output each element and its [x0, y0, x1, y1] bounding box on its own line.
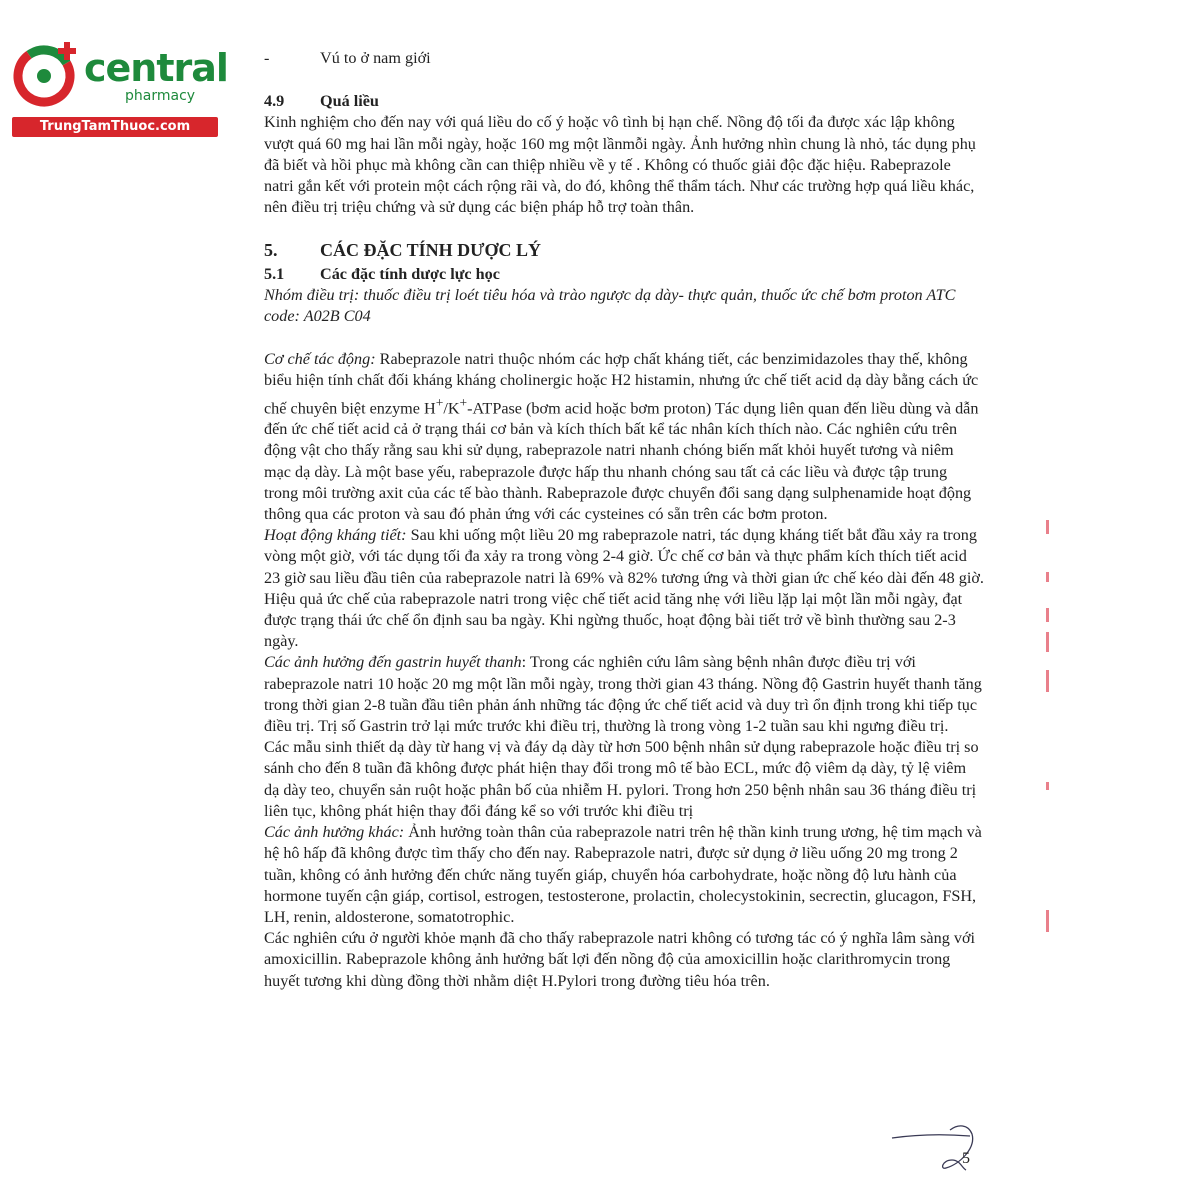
interaction-paragraph: Các nghiên cứu ở người khỏe mạnh đã cho thấy rabeprazole natri không có tương tác có ý nghĩa lâm sàng với amoxicillin. Rabeprazole không ảnh hưởng bất lợi đến nồng độ của amoxicillin hoặc clarithromycin trong huyết tương khi dùng đồng thời nhằm diệt H.Pylori trong đường tiêu hóa trên.: [264, 929, 976, 990]
section-4-9-heading: [264, 91, 984, 112]
mechanism-text-c: -ATPase (bơm acid hoặc bơm proton) Tác dụng liên quan đến liều dùng và dẫn đến ức chế tiết acid cả ở trạng thái cơ bản và kích thích bất kể tác nhân kích thích nào. Các nghiên cứu trên động vật cho thấy rằng sau khi sử dụng, rabeprazole natri nhanh chóng biến mất khỏi huyết tương và niêm mạc dạ dày. Là một base yếu, rabeprazole được hấp thu nhanh chóng sau tất cả các liều và được tập trung trong môi trường axit của các tế bào thành. Rabeprazole được chuyển đổi sang dạng sulphenamide hoạt động thông qua các proton và sau đó phản ứng với các cysteines có sẵn trên các bơm proton.: [264, 399, 979, 524]
therapeutic-group: [264, 285, 984, 327]
mechanism-label: Cơ chế tác động:: [264, 350, 376, 369]
bullet-item: [264, 48, 984, 69]
margin-stamp-marks: [1040, 520, 1060, 960]
antisecretory-label: Hoạt động kháng tiết:: [264, 526, 407, 545]
superscript-plus: +: [459, 394, 468, 410]
logo-mark-icon: [10, 38, 86, 114]
other-effects-paragraph: [264, 822, 984, 928]
therapeutic-group-text: Nhóm điều trị: thuốc điều trị loét tiêu hóa và trào ngược dạ dày- thực quản, thuốc ức chế bơm proton ATC code: A02B C04: [264, 285, 956, 326]
central-pharmacy-logo[interactable]: [10, 38, 228, 138]
other-effects-label: Các ảnh hưởng khác:: [264, 823, 405, 842]
page-number: 5: [962, 1150, 970, 1167]
section-5-heading: [264, 240, 984, 261]
section-number: 5.: [264, 240, 278, 261]
antisecretory-paragraph: [264, 525, 984, 652]
section-title: Quá liều: [320, 92, 379, 111]
mechanism-text-a: Rabeprazole natri thuộc nhóm các hợp chất kháng tiết, các benzimidazoles thay thế, không biểu hiện tính chất đối kháng kháng cholinergic hoặc H2 histamin, nhưng ức chế tiết acid dạ dày bằng cách ức chế chuyên biệt enzyme H: [264, 350, 979, 418]
section-title: Các đặc tính dược lực học: [320, 264, 500, 283]
bullet-dash: -: [264, 49, 270, 67]
bullet-text: Vú to ở nam giới: [320, 49, 431, 67]
biopsy-paragraph: Các mẫu sinh thiết dạ dày từ hang vị và đáy dạ dày từ hơn 500 bệnh nhân sử dụng rabeprazole hoặc điều trị so sánh cho đến 8 tuần đã không được phát hiện thay đổi trong mô tế bào ECL, mức độ viêm dạ dày, tỷ lệ viêm dạ dày teo, chuyển sản ruột hoặc phân bố của nhiễm H. pylori. Trong hơn 250 bệnh nhân sau 36 tháng điều trị liên tục, không phát hiện thay đổi đáng kể so với trước khi điều trị: [264, 738, 979, 820]
brand-subtitle: pharmacy: [125, 88, 196, 104]
document-body: [264, 48, 984, 992]
mechanism-text-b: /K: [443, 399, 460, 418]
brand-name: central: [84, 46, 228, 90]
brand-url[interactable]: TrungTamThuoc.com: [12, 117, 218, 137]
overdose-paragraph: Kinh nghiệm cho đến nay với quá liều do cố ý hoặc vô tình bị hạn chế. Nồng độ tối đa được xác lập không vượt quá 60 mg hai lần mỗi ngày, hoặc 160 mg một lầnmỗi ngày. Ảnh hưởng nhìn chung là nhỏ, tác dụng phụ đã biết và hồi phục mà không cần can thiệp nhiều về y tế . Không có thuốc giải độc đặc hiệu. Rabeprazole natri gắn kết với protein một cách rộng rãi và, do đó, không thể thẩm tách. Như các trường hợp quá liều khác, nên điều trị triệu chứng và sử dụng các biện pháp hỗ trợ toàn thân.: [264, 113, 976, 217]
signature-icon: [890, 1120, 1000, 1180]
antisecretory-text: Sau khi uống một liều 20 mg rabeprazole natri, tác dụng kháng tiết bắt đầu xảy ra trong vòng một giờ, với tác dụng tối đa xảy ra trong vòng 2-4 giờ. Ức chế cơ bản và thực phẩm kích thích tiết acid 23 giờ sau liều đầu tiên của rabeprazole natri là 69% và 82% tương ứng và thời gian ức chế kéo dài đến 48 giờ. Hiệu quả ức chế của rabeprazole natri trong việc chế tiết acid tăng nhẹ với liều lặp lại một lần mỗi ngày, đạt được trạng thái ức chế ổn định sau ba ngày. Khi ngừng thuốc, hoạt động bài tiết trở về bình thường sau 2-3 ngày.: [264, 526, 984, 651]
section-5-1-heading: [264, 264, 984, 285]
mechanism-paragraph: [264, 349, 984, 525]
other-effects-text: Ảnh hưởng toàn thân của rabeprazole natri trên hệ thần kinh trung ương, hệ tim mạch và hệ hô hấp đã không được tìm thấy cho đến nay. Rabeprazole natri, được sử dụng ở liều uống 20 mg trong 2 tuần, không có ảnh hưởng đến chức năng tuyến giáp, chuyển hóa carbohydrate, hoặc nồng độ lưu hành của hormone tuyến cận giáp, cortisol, estrogen, testosterone, prolactin, cholecystokinin, secrectin, glucagon, FSH, LH, renin, aldosterone, somatotrophic.: [264, 823, 982, 926]
gastrin-text: : Trong các nghiên cứu lâm sàng bệnh nhân được điều trị với rabeprazole natri 10 hoặc 20 mg một lần mỗi ngày, trong thời gian 43 tháng. Nồng độ Gastrin huyết thanh tăng trong thời gian 2-8 tuần đầu tiên phản ánh những tác động ức chế tiết acid và duy trì ổn định trong khi tiếp tục điều trị. Trị số Gastrin trở lại mức trước khi điều trị, thường là trong vòng 1-2 tuần sau khi ngưng điều trị.: [264, 653, 982, 736]
section-title: CÁC ĐẶC TÍNH DƯỢC LÝ: [320, 240, 542, 261]
section-number: 5.1: [264, 264, 285, 283]
gastrin-paragraph: [264, 652, 984, 737]
gastrin-label: Các ảnh hưởng đến gastrin huyết thanh: [264, 653, 522, 672]
superscript-plus: +: [435, 394, 444, 410]
section-number: 4.9: [264, 92, 285, 111]
